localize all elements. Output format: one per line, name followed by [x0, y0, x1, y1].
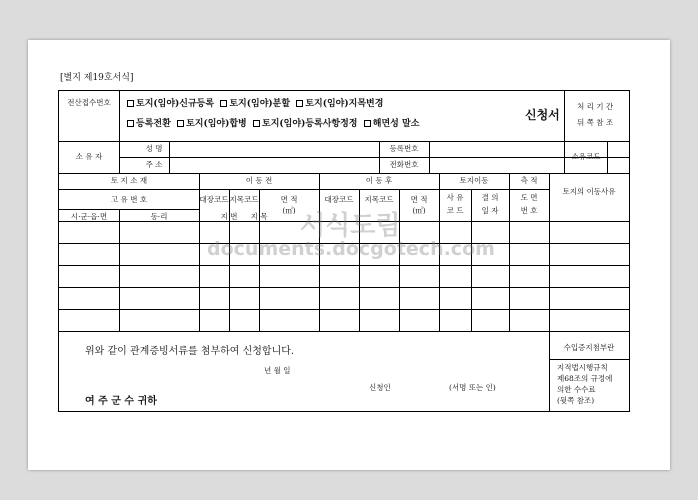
jimok-header: 지 목: [250, 212, 268, 221]
rule-owner-v5: [564, 141, 565, 173]
rule-owner-v4: [429, 141, 430, 173]
rule-owner-v6: [607, 141, 608, 173]
statement: 위와 같이 관계증빙서류를 첨부하여 신청합니다.: [85, 346, 295, 357]
before-jimok-code: 지목코드: [229, 195, 259, 204]
checkbox-division[interactable]: 토지(임야)분할: [220, 99, 290, 109]
code-no-header: 고 유 번 호: [110, 195, 148, 204]
rule-owner-bottom: [59, 173, 629, 174]
rule-table-head2: [59, 209, 199, 210]
rule-col-survey: [509, 173, 510, 331]
rule-header-v2: [564, 91, 565, 141]
before-area-unit: (㎡): [282, 206, 296, 215]
change-header: 토지이동: [459, 176, 489, 185]
stamp-text-1: 지적법시행규칙: [557, 363, 608, 372]
checkbox-icon: [296, 100, 303, 107]
checkbox-correction[interactable]: 토지(임야)등록사항정정: [253, 119, 357, 129]
checkbox-merge[interactable]: 토지(임야)합병: [177, 119, 247, 129]
result-date-1: 결 의: [481, 193, 499, 202]
checkbox-category-change[interactable]: 토지(임야)지목변경: [296, 99, 383, 109]
rule-header-v1: [119, 91, 120, 141]
after-area-unit: (㎡): [412, 206, 426, 215]
reason-code-2: 코 드: [446, 206, 464, 215]
receipt-no-label: 전산접수번호: [67, 98, 111, 107]
stamp-text-3: 의한 수수료: [557, 385, 596, 394]
rule-stamp-title: [549, 359, 629, 360]
owner-code-label: 소유코드: [571, 152, 601, 161]
stamp-title: 수입증지첨부란: [563, 343, 615, 352]
after-header: 이 동 후: [365, 176, 393, 185]
rule-owner-v2: [169, 141, 170, 173]
checkbox-icon: [364, 120, 371, 127]
rule-header-bottom: [59, 141, 629, 142]
signature-label: (서명 또는 인): [449, 383, 496, 392]
checkbox-icon: [177, 120, 184, 127]
watermark-korean: 서식도림: [300, 211, 401, 241]
rule-row4: [59, 309, 629, 310]
rule-stamp-left: [549, 331, 550, 411]
checkbox-icon: [253, 120, 260, 127]
before-ledger-code: 대장코드: [199, 195, 229, 204]
reason-code-1: 사 유: [446, 193, 464, 202]
address-label: 주 소: [145, 160, 163, 169]
phone-label: 전화번호: [389, 160, 419, 169]
result-date-2: 일 자: [481, 206, 499, 215]
checkbox-new-registration[interactable]: 토지(임야)신규등록: [127, 99, 214, 109]
rule-row2: [59, 265, 629, 266]
after-area: 면 적: [410, 195, 428, 204]
recipient: 여 주 군 수 귀하: [85, 396, 157, 407]
stamp-text-4: (뒷쪽 참조): [557, 396, 595, 405]
survey-header: 측 적: [520, 176, 538, 185]
rule-col-before-jicode: [229, 189, 230, 331]
reason-header: 토지의 이동사유: [562, 187, 616, 196]
options-row2: [127, 120, 419, 129]
checkbox-icon: [127, 120, 134, 127]
options-row1: [127, 100, 383, 109]
checkbox-registration-conversion[interactable]: 등록전환: [127, 119, 171, 129]
checkbox-icon: [127, 100, 134, 107]
before-header: 이 동 전: [245, 176, 273, 185]
jibeon-header: 지 번: [220, 212, 238, 221]
rule-table-bottom: [59, 331, 629, 332]
plan-no-2: 번 호: [520, 206, 538, 215]
rule-col-result: [471, 189, 472, 331]
rule-owner-mid: [119, 157, 629, 158]
processing-period-note: 뒤 쪽 참 조: [577, 118, 614, 127]
sigungu-header: 시·군·읍·면: [70, 212, 108, 221]
rule-row3: [59, 287, 629, 288]
name-label: 성 명: [145, 144, 163, 153]
after-jimok-code: 지목코드: [364, 195, 394, 204]
rule-col-before-area: [259, 189, 260, 331]
stamp-text-2: 제68조의 규정에: [557, 374, 613, 383]
owner-label: 소 유 자: [75, 152, 103, 161]
dongri-header: 동·리: [150, 212, 168, 221]
processing-period: 처 리 기 간: [577, 102, 614, 111]
date-line: 년 월 일: [264, 366, 291, 375]
rule-table-head1: [59, 189, 549, 190]
plan-no-1: 도 면: [520, 193, 538, 202]
rule-owner-v1: [119, 141, 120, 173]
checkbox-icon: [220, 100, 227, 107]
doc-type: 신청서: [525, 108, 560, 122]
form-label: [별지 제19호서식]: [60, 73, 134, 83]
after-ledger-code: 대장코드: [324, 195, 354, 204]
land-location-header: 토 지 소 재: [110, 176, 148, 185]
rule-owner-v3: [379, 141, 380, 173]
applicant-label: 신청인: [369, 383, 391, 392]
rule-col-dongri: [119, 209, 120, 331]
before-area: 면 적: [280, 195, 298, 204]
checkbox-sea-erasure[interactable]: 해면성 말소: [364, 119, 420, 129]
watermark-url: documents.docgotech.com: [207, 238, 495, 260]
reg-no-label: 등록번호: [389, 144, 419, 153]
rule-col-reason: [549, 173, 550, 331]
